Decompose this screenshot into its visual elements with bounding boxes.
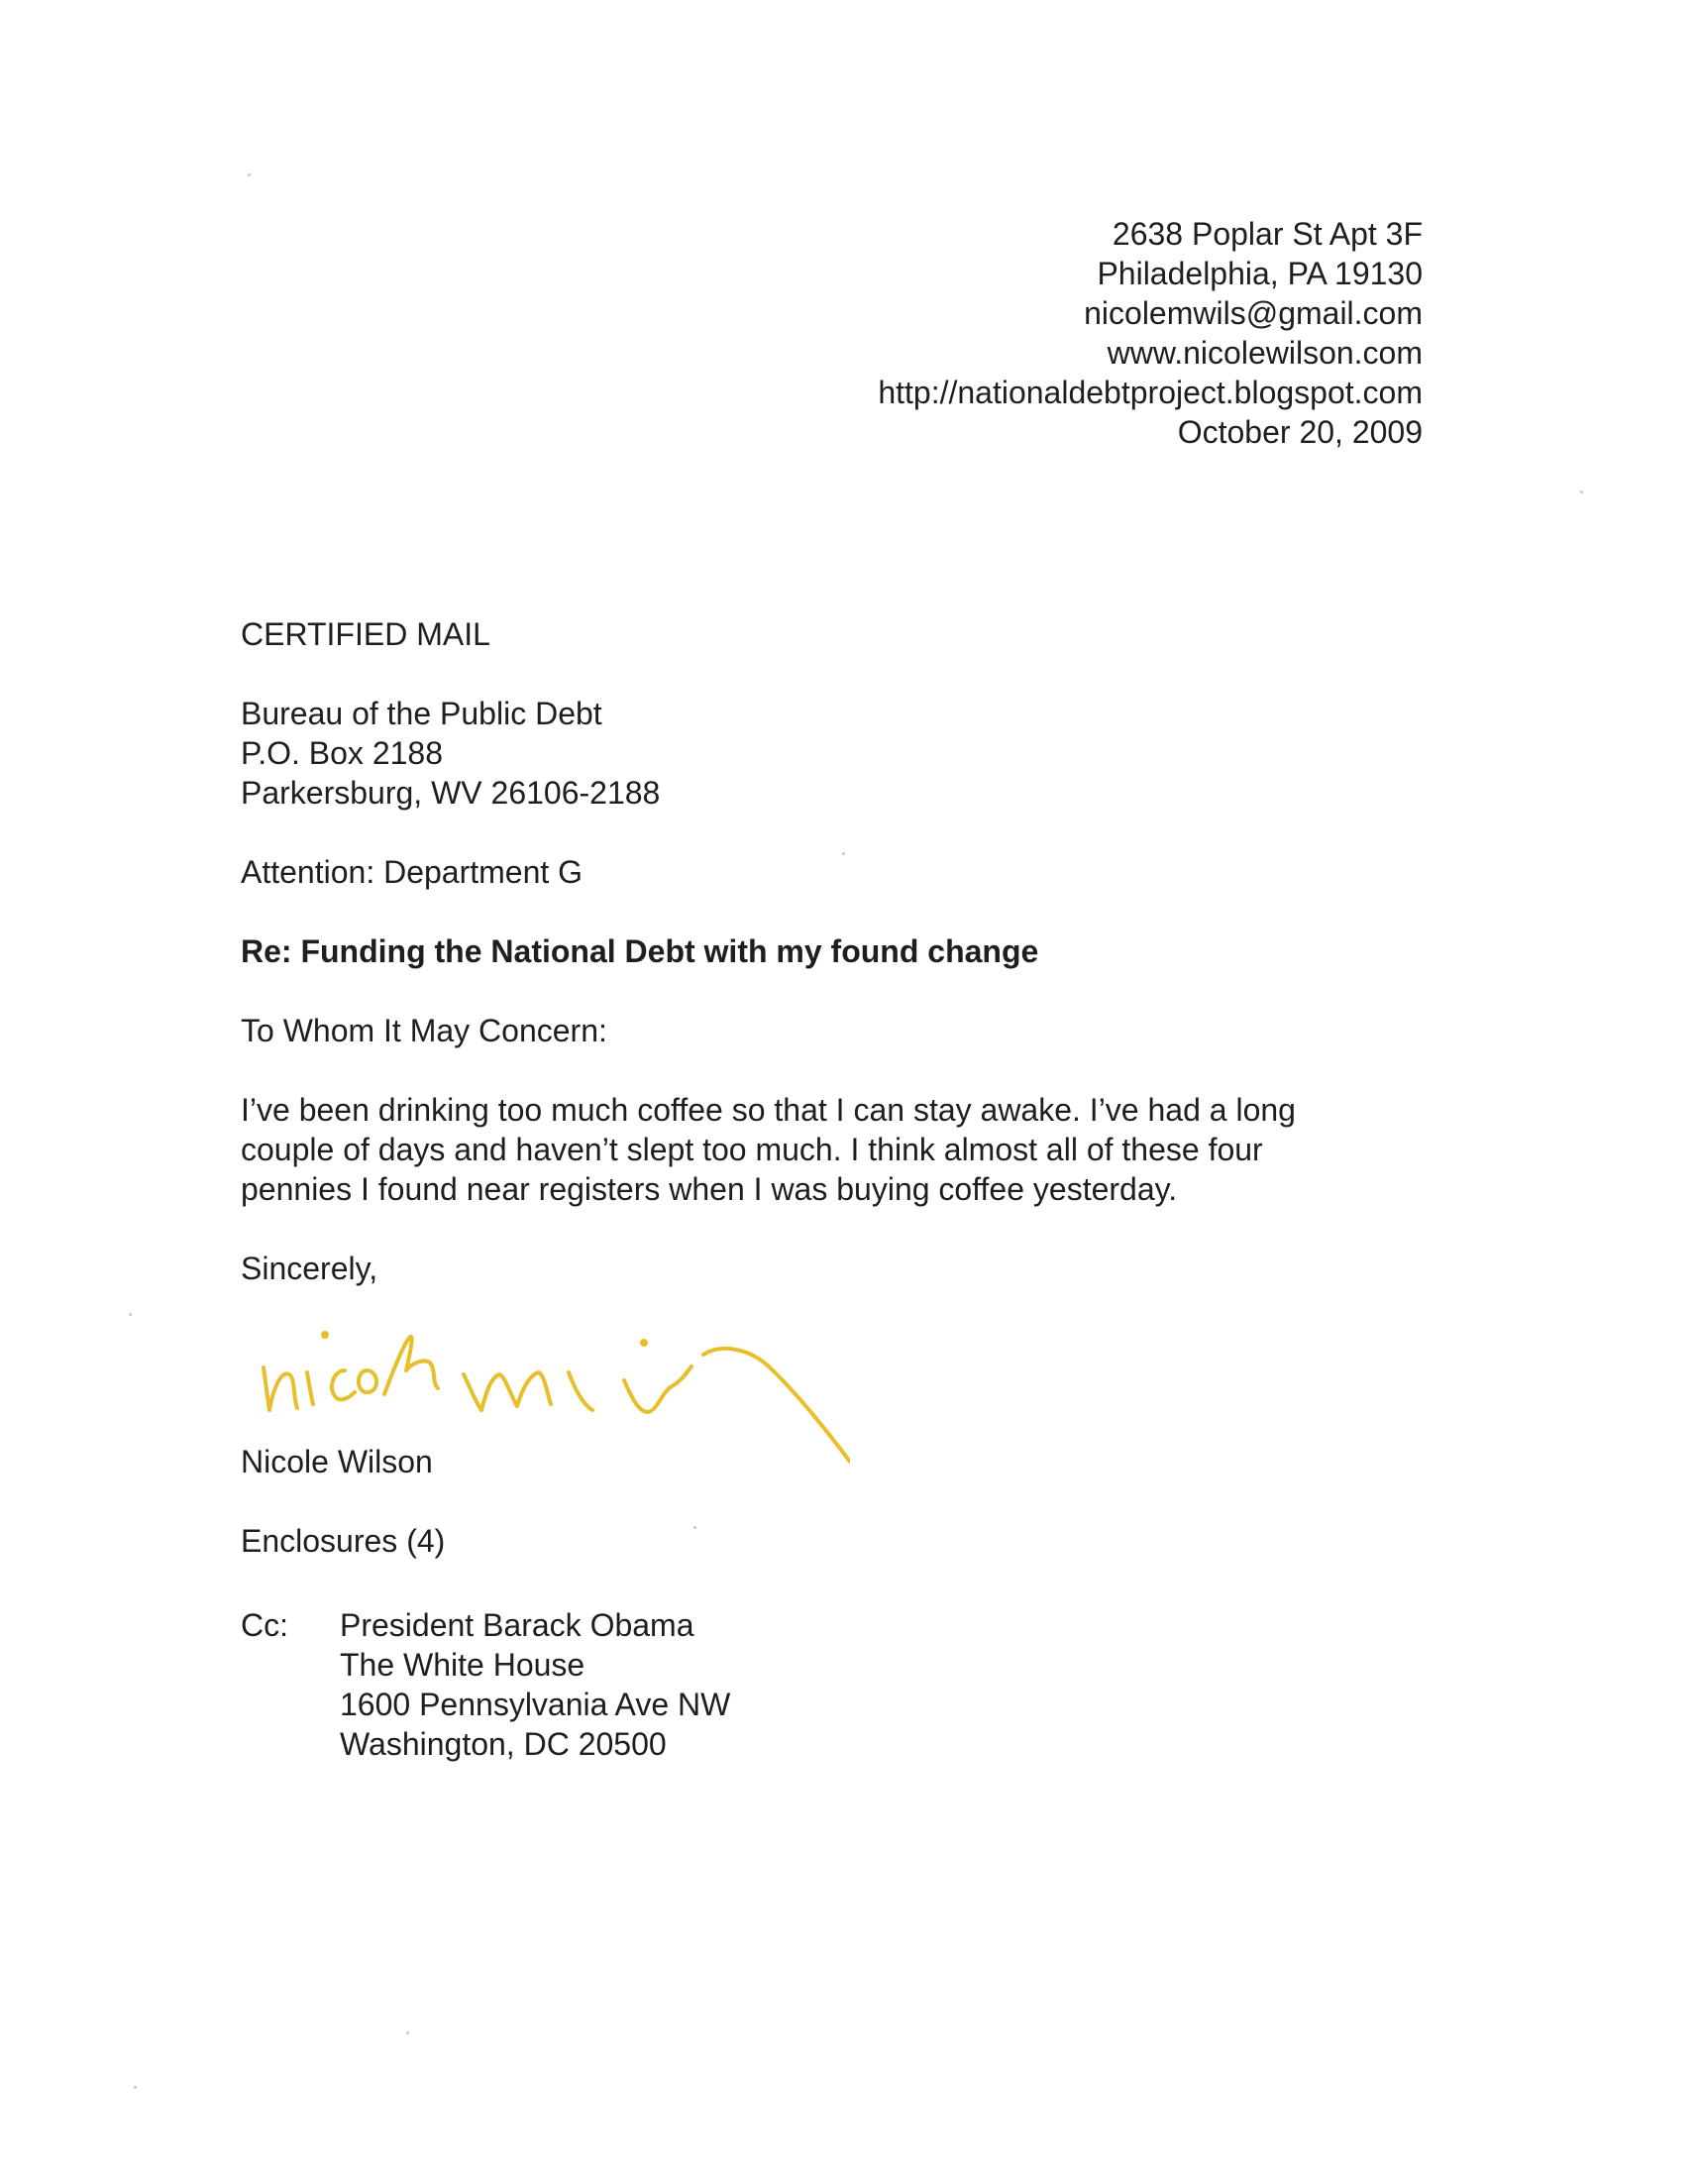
cc-line: President Barack Obama xyxy=(340,1607,694,1643)
sender-address-block xyxy=(878,214,1423,452)
scan-speck xyxy=(129,1313,132,1316)
scan-speck xyxy=(134,2086,137,2089)
scan-speck xyxy=(248,173,251,176)
letter-date: October 20, 2009 xyxy=(1177,414,1423,450)
recipient-po-box: P.O. Box 2188 xyxy=(241,735,443,771)
closing: Sincerely, xyxy=(241,1251,378,1286)
body-line: couple of days and haven’t slept too much. I think almost all of these four xyxy=(241,1132,1263,1167)
enclosures: Enclosures (4) xyxy=(241,1523,446,1559)
scan-speck xyxy=(406,2031,409,2034)
cc-line: 1600 Pennsylvania Ave NW xyxy=(340,1687,731,1722)
recipient-city-state-zip: Parkersburg, WV 26106-2188 xyxy=(241,775,661,811)
attention-line: Attention: Department G xyxy=(241,854,584,890)
subject-line: Re: Funding the National Debt with my found change xyxy=(241,933,1039,969)
cc-line: Washington, DC 20500 xyxy=(340,1726,667,1762)
sender-website: www.nicolewilson.com xyxy=(1107,335,1423,371)
scan-speck xyxy=(842,852,845,855)
cc-label: Cc: xyxy=(241,1607,288,1643)
sender-blog: http://nationaldebtproject.blogspot.com xyxy=(878,375,1423,410)
signer-name: Nicole Wilson xyxy=(241,1444,433,1479)
cc-line: The White House xyxy=(340,1647,585,1683)
cc-recipient-block xyxy=(340,1605,730,1764)
sender-city-state-zip: Philadelphia, PA 19130 xyxy=(1097,256,1423,291)
body-line: pennies I found near registers when I was buying coffee yesterday. xyxy=(241,1171,1178,1207)
sender-email: nicolemwils@gmail.com xyxy=(1084,295,1423,331)
scan-speck xyxy=(693,1526,696,1529)
recipient-name: Bureau of the Public Debt xyxy=(241,696,602,731)
sender-street: 2638 Poplar St Apt 3F xyxy=(1112,216,1423,252)
salutation: To Whom It May Concern: xyxy=(241,1013,607,1048)
body-line: I’ve been drinking too much coffee so that I can stay awake. I’ve had a long xyxy=(241,1092,1296,1128)
scan-speck xyxy=(1580,491,1583,493)
delivery-method: CERTIFIED MAIL xyxy=(241,616,490,652)
letter-body xyxy=(241,1090,1380,1209)
